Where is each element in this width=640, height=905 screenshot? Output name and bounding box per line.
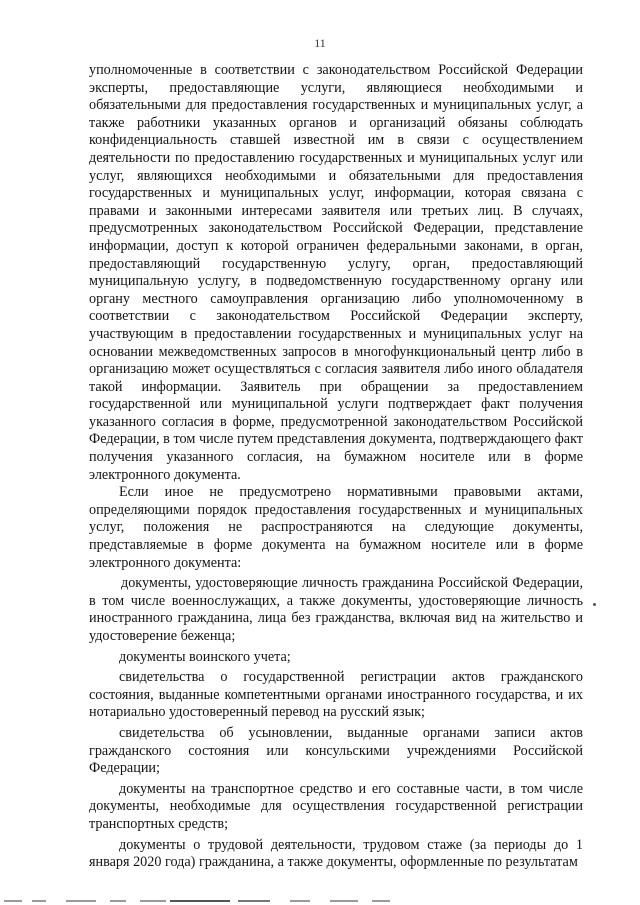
list-item-military-records: документы воинского учета; [119,648,291,665]
list-item-adoption-certificates: свидетельства об усыновлении, выданные органами записи актов гражданского состояния или консульскими учреждениями Российской Федерации; [89,724,583,777]
list-item-employment-documents: документы о трудовой деятельности, трудовом стаже (за периоды до 1 января 2020 года) гражданина, а также документы, оформленные по результатам [89,836,583,871]
document-body [89,62,583,872]
paragraph-confidentiality: уполномоченные в соответствии с законодательством Российской Федерации эксперты, предоставляющие услуги, являющиеся необходимыми и обязательными для предоставления государственных и муниципальных услуг, а также работники указанных органов и организаций обязаны соблюдать конфиденциальность ставшей известной им в связи с осуществлением деятельности по предоставлению государственных и муниципальных услуг или услуг, являющихся необходимыми и обязательными для предоставления государственных и муниципальных услуг, информации, которая связана с правами и законными интересами заявителя или третьих лиц. В случаях, предусмотренных законодательством Российской Федерации, представление информации, доступ к которой ограничен федеральными законами, в орган, предоставляющий государственную услугу, орган, предоставляющий муниципальную услугу, в подведомственную государственному органу или органу местного самоуправления организацию либо уполномоченному в соответствии с законодательством Российской Федерации эксперту, участвующим в предоставлении государственных и муниципальных услуг на основании межведомственных запросов в многофункциональный центр либо в организацию может осуществляться с согласия заявителя либо иного обладателя такой информации. Заявитель при обращении за предоставлением государственной или муниципальной услуги подтверждает факт получения указанного согласия в форме, предусмотренной законодательством Российской Федерации, в том числе путем представления документа, подтверждающего факт получения указанного согласия, на бумажном носителе или в форме электронного документа. [89,62,583,483]
scan-footer-artifacts [0,898,640,905]
list-item-vehicle-documents: документы на транспортное средство и его составные части, в том числе документы, необходимые для осуществления государственной регистрации транспортных средств; [89,780,583,832]
scan-artifact-dot [593,603,596,606]
paragraph-exceptions-intro: Если иное не предусмотрено нормативными правовыми актами, определяющими порядок предоставления государственных и муниципальных услуг, положения не распространяются на следующие документы, представляемые в форме документа на бумажном носителе или в форме электронного документа: [89,484,583,571]
list-item-civil-status-certificates: свидетельства о государственной регистрации актов гражданского состояния, выданные компетентными органами иностранного государства, и их нотариально удостоверенный перевод на русский язык; [89,669,583,721]
page-number: 11 [314,36,326,50]
list-item-identity-documents: документы, удостоверяющие личность гражданина Российской Федерации, в том числе военнослужащих, а также документы, удостоверяющие личность иностранного гражданина, лица без гражданства, включая вид на жительство и удостоверение беженца; [89,575,583,644]
